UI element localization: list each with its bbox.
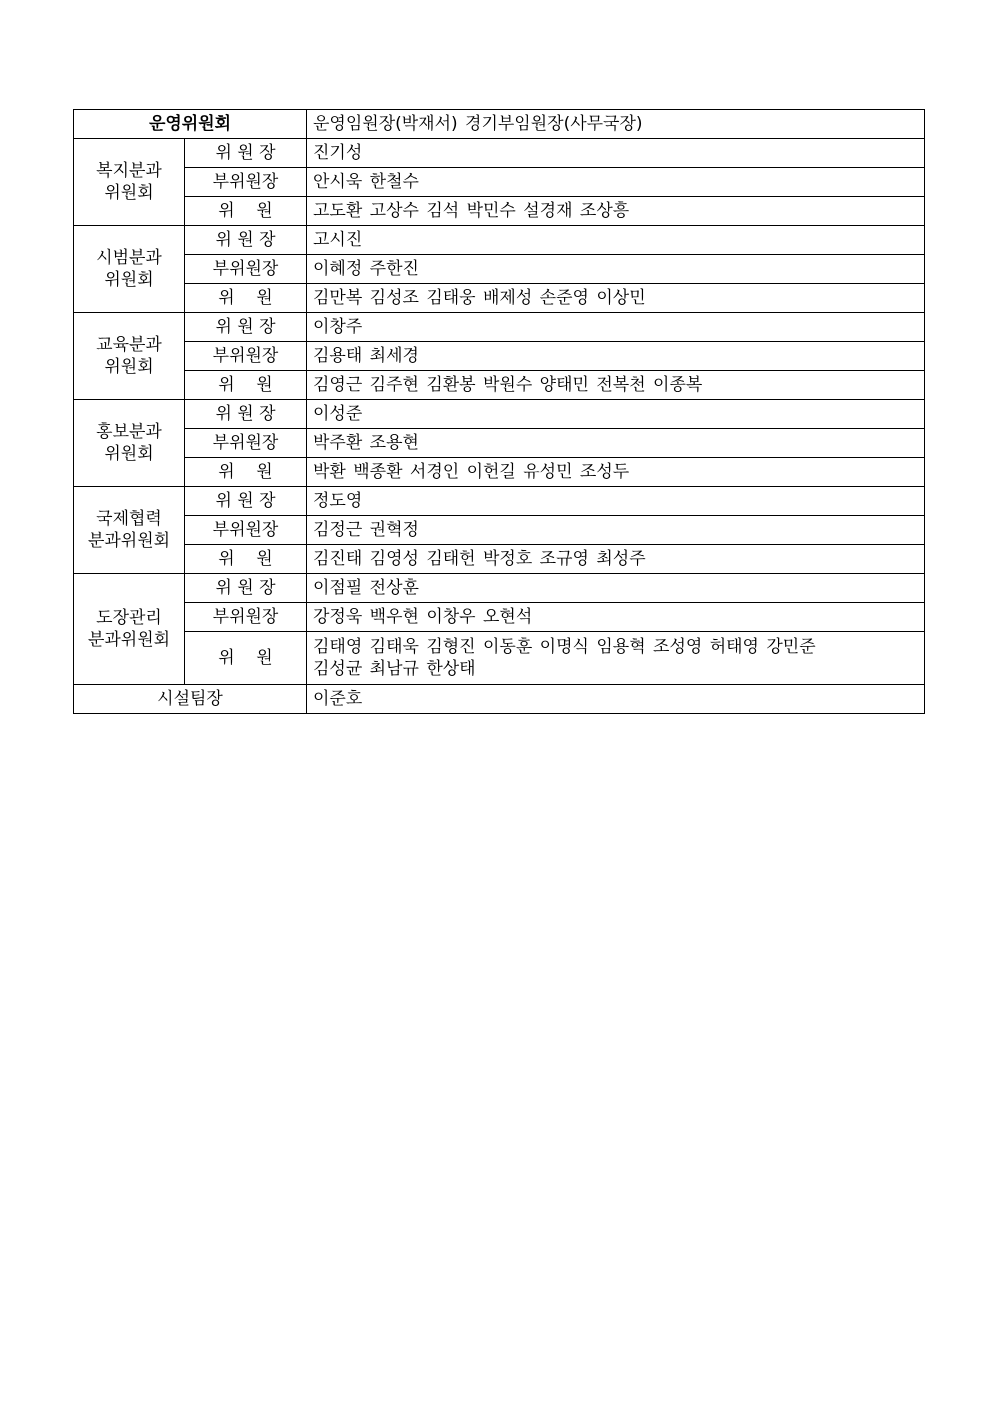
role-label: 위 원 bbox=[185, 284, 307, 313]
footer-value: 이준호 bbox=[307, 685, 925, 714]
table-row bbox=[74, 197, 925, 226]
role-label: 부위원장 bbox=[185, 516, 307, 545]
table-row bbox=[74, 574, 925, 603]
role-label: 위 원 bbox=[185, 632, 307, 685]
committee-name: 복지분과 위원회 bbox=[74, 139, 185, 226]
member-names: 고시진 bbox=[307, 226, 925, 255]
committee-name: 교육분과 위원회 bbox=[74, 313, 185, 400]
table-row bbox=[74, 139, 925, 168]
table-row bbox=[74, 516, 925, 545]
table-row bbox=[74, 284, 925, 313]
role-label: 위 원 bbox=[185, 458, 307, 487]
member-names: 박환 백종환 서경인 이헌길 유성민 조성두 bbox=[307, 458, 925, 487]
footer-label: 시설팀장 bbox=[74, 685, 307, 714]
role-label: 부위원장 bbox=[185, 255, 307, 284]
table-row bbox=[74, 487, 925, 516]
header-label: 운영위원회 bbox=[74, 110, 307, 139]
table-row bbox=[74, 545, 925, 574]
role-label: 부위원장 bbox=[185, 429, 307, 458]
member-names: 이성준 bbox=[307, 400, 925, 429]
role-label: 부위원장 bbox=[185, 342, 307, 371]
role-label: 위 원 장 bbox=[185, 226, 307, 255]
member-names: 김영근 김주현 김환봉 박원수 양태민 전복천 이종복 bbox=[307, 371, 925, 400]
table-row bbox=[74, 632, 925, 685]
role-label: 부위원장 bbox=[185, 603, 307, 632]
table-row bbox=[74, 429, 925, 458]
footer-row bbox=[74, 685, 925, 714]
committee-name: 홍보분과 위원회 bbox=[74, 400, 185, 487]
table-row bbox=[74, 255, 925, 284]
committee-table bbox=[73, 109, 925, 714]
member-names: 강정욱 백우현 이창우 오현석 bbox=[307, 603, 925, 632]
member-names: 김정근 권혁정 bbox=[307, 516, 925, 545]
member-names: 김태영 김태욱 김형진 이동훈 이명식 임용혁 조성영 허태영 강민준 김성균 최남규 한상태 bbox=[307, 632, 925, 685]
table-row bbox=[74, 342, 925, 371]
member-names: 김용태 최세경 bbox=[307, 342, 925, 371]
role-label: 위 원 bbox=[185, 197, 307, 226]
member-names: 진기성 bbox=[307, 139, 925, 168]
member-names: 이점필 전상훈 bbox=[307, 574, 925, 603]
table-row bbox=[74, 458, 925, 487]
table-row bbox=[74, 226, 925, 255]
table-row bbox=[74, 168, 925, 197]
member-names: 박주환 조용현 bbox=[307, 429, 925, 458]
role-label: 위 원 장 bbox=[185, 487, 307, 516]
header-row bbox=[74, 110, 925, 139]
member-names: 정도영 bbox=[307, 487, 925, 516]
header-value: 운영임원장(박재서) 경기부임원장(사무국장) bbox=[307, 110, 925, 139]
role-label: 위 원 장 bbox=[185, 400, 307, 429]
table-row bbox=[74, 313, 925, 342]
member-names: 김만복 김성조 김태웅 배제성 손준영 이상민 bbox=[307, 284, 925, 313]
member-names: 김진태 김영성 김태헌 박정호 조규영 최성주 bbox=[307, 545, 925, 574]
table-row bbox=[74, 400, 925, 429]
committee-name: 시범분과 위원회 bbox=[74, 226, 185, 313]
member-names: 안시욱 한철수 bbox=[307, 168, 925, 197]
role-label: 위 원 bbox=[185, 371, 307, 400]
table-row bbox=[74, 603, 925, 632]
role-label: 위 원 장 bbox=[185, 139, 307, 168]
member-names: 이혜정 주한진 bbox=[307, 255, 925, 284]
committee-name: 국제협력 분과위원회 bbox=[74, 487, 185, 574]
role-label: 부위원장 bbox=[185, 168, 307, 197]
role-label: 위 원 장 bbox=[185, 574, 307, 603]
member-names: 고도환 고상수 김석 박민수 설경재 조상흥 bbox=[307, 197, 925, 226]
role-label: 위 원 장 bbox=[185, 313, 307, 342]
committee-name: 도장관리 분과위원회 bbox=[74, 574, 185, 685]
role-label: 위 원 bbox=[185, 545, 307, 574]
table-row bbox=[74, 371, 925, 400]
member-names: 이창주 bbox=[307, 313, 925, 342]
